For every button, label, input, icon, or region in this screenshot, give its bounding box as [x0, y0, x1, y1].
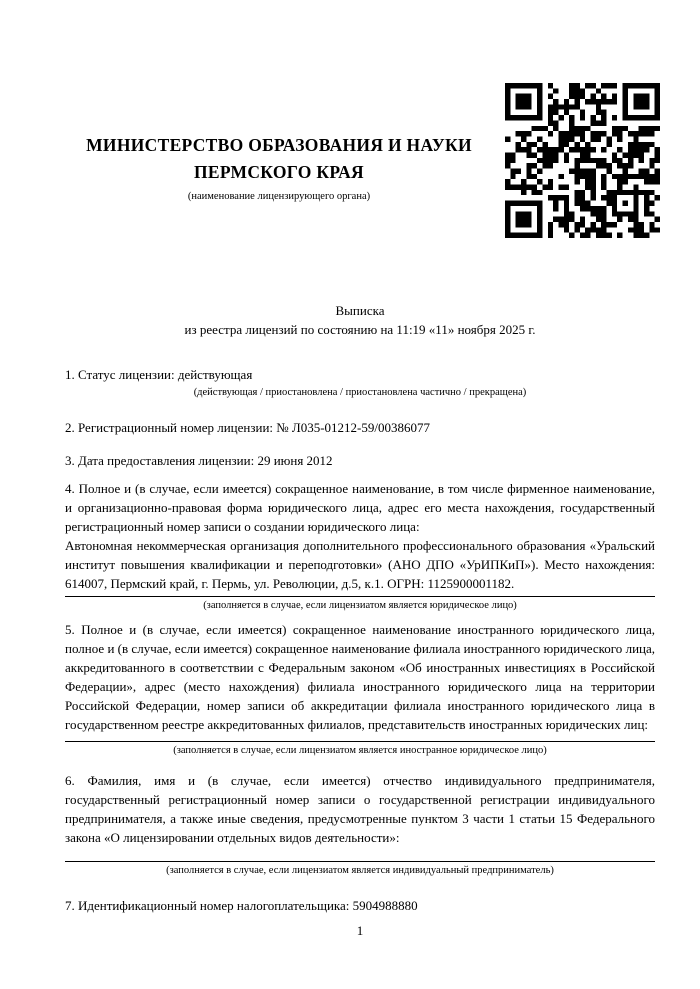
section-individual-entrepreneur	[65, 771, 655, 877]
foreign-entity-fill-line	[65, 741, 655, 742]
license-status-caption: (действующая / приостановлена / приостановлена частично / прекращена)	[193, 387, 527, 398]
document-subtitle: из реестра лицензий по состоянию на 11:19 «11» ноября 2025 г.	[184, 322, 536, 337]
section-registration-number	[65, 418, 655, 437]
individual-entrepreneur-fill-line	[65, 861, 655, 862]
section-license-status	[65, 365, 655, 399]
ministry-name-line2: ПЕРМСКОГО КРАЯ	[194, 162, 364, 182]
foreign-entity-caption: (заполняется в случае, если лицензиатом является иностранное юридическое лицо)	[173, 745, 547, 756]
ministry-name-line1: МИНИСТЕРСТВО ОБРАЗОВАНИЯ И НАУКИ	[86, 135, 472, 155]
document-title-block	[65, 301, 655, 339]
section-legal-entity	[65, 479, 655, 612]
individual-entrepreneur-question: 6. Фамилия, имя и (в случае, если имеется) отчество индивидуального предпринимателя, государственный регистрационный номер записи о государственной регистрации индивидуального предпринимателя, а также иные сведения, предусмотренные пунктом 3 части 1 статьи 15 Федерального закона «О лицензировании отдельных видов деятельности»:	[65, 773, 655, 845]
license-status-text: 1. Статус лицензии: действующая	[65, 367, 253, 382]
license-date-text: 3. Дата предоставления лицензии: 29 июня 2012	[65, 453, 333, 468]
section-taxpayer-number	[65, 896, 655, 915]
legal-entity-question: 4. Полное и (в случае, если имеется) сокращенное наименование, в том числе фирменное наименование, и организационно-правовая форма юридического лица, адрес его места нахождения, государственный регистрационный номер записи о создании юридического лица:	[65, 481, 655, 534]
legal-entity-caption: (заполняется в случае, если лицензиатом является юридическое лицо)	[203, 600, 517, 611]
qr-code-icon	[505, 83, 660, 238]
section-foreign-entity	[65, 620, 655, 757]
ministry-name-caption: (наименование лицензирующего органа)	[187, 191, 371, 202]
taxpayer-number-text: 7. Идентификационный номер налогоплательщика: 5904988880	[65, 898, 418, 913]
licensing-authority-block	[65, 132, 493, 203]
foreign-entity-question: 5. Полное и (в случае, если имеется) сокращенное наименование иностранного юридического лица, полное и (в случае, если имеется) сокращенное наименование филиала иностранного юридического лица, аккредитованного в соответствии с Федеральным законом «Об иностранных инвестициях в Российской Федерации», адрес (место нахождения) филиала иностранного юридического лица на территории Российской Федерации, номер записи об аккредитации филиала иностранного юридического лица в государственном реестре аккредитованных филиалов, представительств иностранных юридических лиц:	[65, 622, 655, 732]
legal-entity-fill-line	[65, 596, 655, 597]
document-title: Выписка	[335, 303, 385, 318]
section-license-date	[65, 451, 655, 470]
page-number: 1	[356, 923, 364, 938]
individual-entrepreneur-caption: (заполняется в случае, если лицензиатом является индивидуальный предприниматель)	[166, 865, 554, 876]
legal-entity-value: Автономная некоммерческая организация дополнительного профессионального образования «Уральский институт повышения квалификации и переподготовки» (АНО ДПО «УрИПКиП»). Место нахождения: 614007, Пермский край, г. Пермь, ул. Революции, д.5, к.1. ОГРН: 1125900001182.	[65, 538, 655, 591]
registration-number-text: 2. Регистрационный номер лицензии: № Л035-01212-59/00386077	[65, 420, 431, 435]
